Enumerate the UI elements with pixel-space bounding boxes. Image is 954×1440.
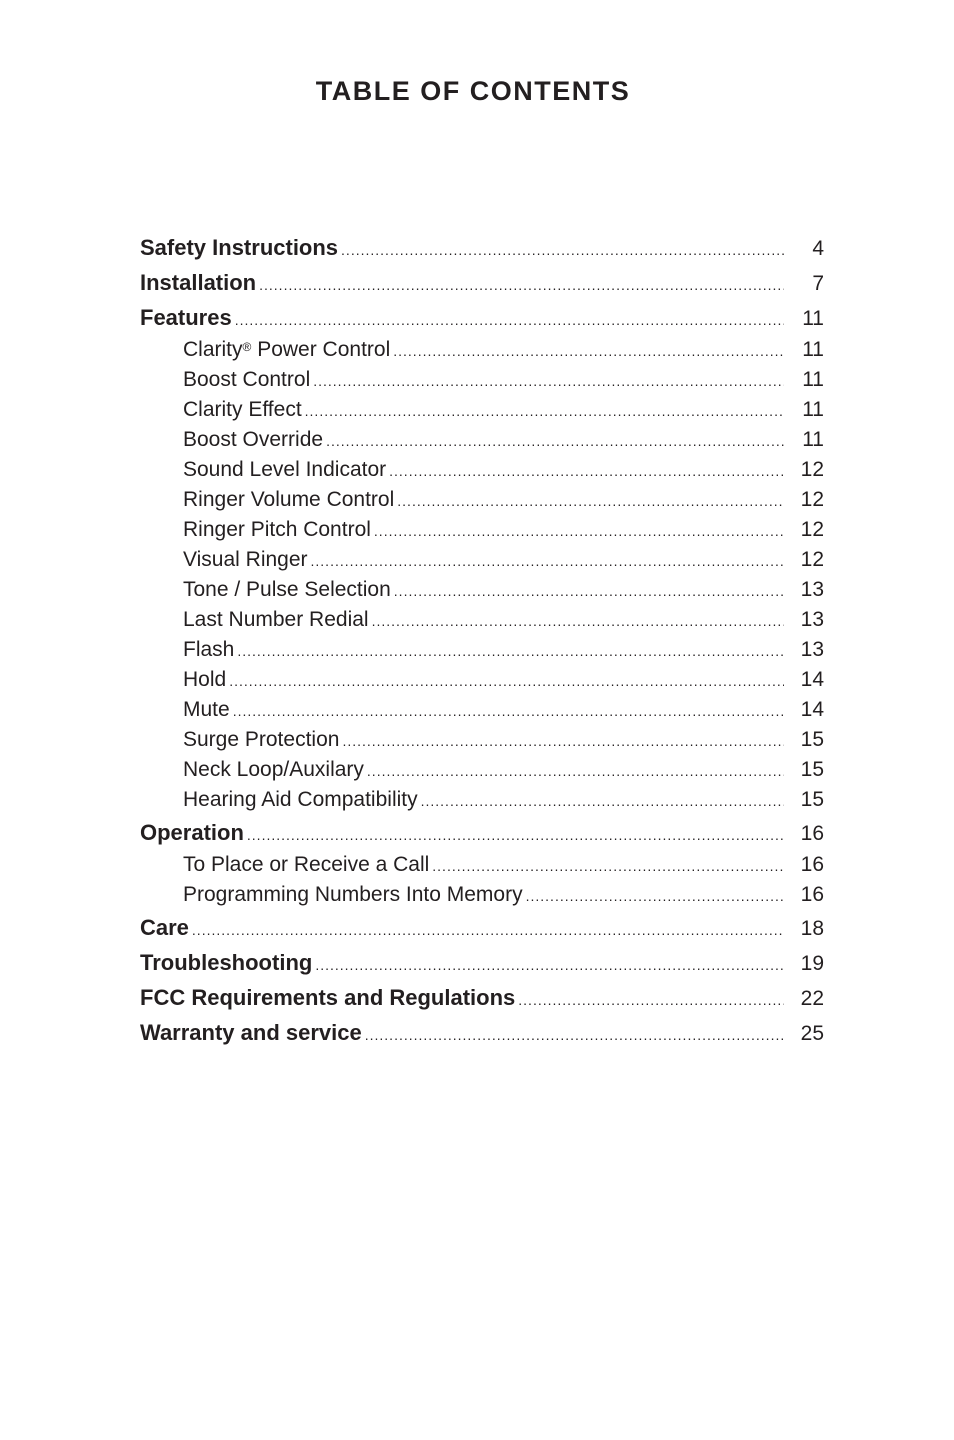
toc-page-number: 12 (800, 488, 824, 511)
toc-entry-title-text: Ringer Pitch Control (183, 518, 371, 541)
toc-entry-title-text: Tone / Pulse Selection (183, 578, 391, 601)
toc-section-entry[interactable] (140, 910, 824, 945)
toc-entry-title-suffix: Power Control (251, 338, 391, 361)
toc-entry-title (140, 980, 515, 1015)
toc-entry-title (183, 725, 339, 755)
toc-section-entry[interactable] (140, 1015, 824, 1050)
dot-leader (518, 983, 784, 1018)
toc-entry-title-text: Installation (140, 270, 257, 295)
toc-entry-title-text: Care (140, 915, 189, 940)
dot-leader (233, 696, 784, 726)
toc-subsection-entry[interactable] (140, 665, 824, 695)
dot-leader (237, 636, 784, 666)
dot-leader (393, 336, 784, 366)
dot-leader (365, 1018, 784, 1053)
toc-entry-title-text: Features (140, 305, 232, 330)
toc-subsection-entry[interactable] (140, 785, 824, 815)
toc-entry-title (183, 665, 226, 695)
toc-page-number: 22 (800, 987, 824, 1010)
dot-leader (315, 948, 784, 983)
toc-entry-title-text: Clarity (183, 338, 243, 361)
toc-entry-title (183, 755, 364, 785)
toc-entry-title (183, 575, 391, 605)
toc-entry-title (140, 815, 244, 850)
dot-leader (432, 851, 784, 881)
toc-section-entry[interactable] (140, 815, 824, 850)
toc-subsection-entry[interactable] (140, 335, 824, 365)
toc-page-number: 15 (800, 788, 824, 811)
toc-page-number: 16 (800, 822, 824, 845)
toc-page-number: 14 (800, 668, 824, 691)
dot-leader (326, 426, 784, 456)
toc-page-number: 4 (812, 237, 824, 260)
dot-leader (367, 756, 784, 786)
toc-entry-title (140, 1015, 362, 1050)
toc-entry-title-text: Flash (183, 638, 235, 661)
dot-leader (526, 881, 784, 911)
toc-entry-title-text: Hearing Aid Compatibility (183, 788, 418, 811)
dot-leader (389, 456, 784, 486)
dot-leader (397, 486, 784, 516)
toc-entry-title (183, 850, 429, 880)
toc-section-entry[interactable] (140, 265, 824, 300)
toc-page-number: 11 (802, 368, 824, 391)
toc-entry-title-text: Last Number Redial (183, 608, 369, 631)
registered-mark: ® (242, 340, 252, 354)
toc-page-number: 13 (800, 608, 824, 631)
toc-entry-title (140, 230, 338, 265)
toc-page-number: 25 (800, 1022, 824, 1045)
toc-section-entry[interactable] (140, 980, 824, 1015)
toc-page-number: 11 (802, 338, 824, 361)
dot-leader (313, 366, 784, 396)
toc-entry-title-text: Hold (183, 668, 227, 691)
toc-entry-title (183, 365, 310, 395)
dot-leader (394, 576, 784, 606)
toc-subsection-entry[interactable] (140, 635, 824, 665)
toc-entry-title (140, 265, 256, 300)
toc-subsection-entry[interactable] (140, 850, 824, 880)
toc-page-number: 13 (800, 578, 824, 601)
toc-subsection-entry[interactable] (140, 485, 824, 515)
toc-entry-title (183, 455, 386, 485)
toc-entry-title (140, 945, 312, 980)
toc-page-number: 15 (800, 758, 824, 781)
toc-page-number: 12 (800, 518, 824, 541)
toc-subsection-entry[interactable] (140, 515, 824, 545)
toc-subsection-entry[interactable] (140, 755, 824, 785)
toc-subsection-entry[interactable] (140, 880, 824, 910)
dot-leader (235, 303, 784, 338)
toc-entry-title-text: Programming Numbers Into Memory (183, 883, 523, 906)
toc-subsection-entry[interactable] (140, 575, 824, 605)
dot-leader (305, 396, 784, 426)
toc-entry-title (183, 785, 418, 815)
toc-subsection-entry[interactable] (140, 725, 824, 755)
toc-page-number: 12 (800, 458, 824, 481)
toc-page-number: 11 (802, 398, 824, 421)
toc-page-number: 11 (802, 307, 824, 330)
table-of-contents (140, 230, 824, 1050)
toc-entry-title-text: Mute (183, 698, 230, 721)
toc-entry-title-text: Boost Control (183, 368, 311, 391)
toc-page-number: 18 (800, 917, 824, 940)
toc-entry-title-text: FCC Requirements and Regulations (140, 985, 516, 1010)
toc-entry-title (183, 635, 234, 665)
dot-leader (341, 233, 784, 268)
toc-page-number: 7 (812, 272, 824, 295)
dot-leader (311, 546, 784, 576)
toc-page-number: 13 (800, 638, 824, 661)
toc-entry-title (183, 605, 369, 635)
toc-entry-title (183, 335, 390, 365)
toc-section-entry[interactable] (140, 300, 824, 335)
toc-entry-title (183, 880, 523, 910)
toc-entry-title-text: Boost Override (183, 428, 324, 451)
toc-entry-title-text: Clarity Effect (183, 398, 302, 421)
dot-leader (192, 913, 784, 948)
toc-entry-title (183, 545, 308, 575)
toc-entry-title-text: Warranty and service (140, 1020, 362, 1045)
toc-entry-title-text: Safety Instructions (140, 235, 339, 260)
toc-entry-title (183, 485, 394, 515)
toc-entry-title-text: Operation (140, 820, 244, 845)
dot-leader (421, 786, 784, 816)
toc-entry-title-text: To Place or Receive a Call (183, 853, 430, 876)
toc-page-number: 11 (802, 428, 824, 451)
toc-entry-title (140, 300, 232, 335)
toc-subsection-entry[interactable] (140, 695, 824, 725)
dot-leader (374, 516, 784, 546)
page-title: TABLE OF CONTENTS (315, 76, 631, 107)
toc-entry-title (183, 425, 323, 455)
toc-section-entry[interactable] (140, 230, 824, 265)
toc-entry-title-text: Neck Loop/Auxilary (183, 758, 364, 781)
toc-page-number: 16 (800, 883, 824, 906)
toc-entry-title-text: Visual Ringer (183, 548, 308, 571)
toc-page-number: 16 (800, 853, 824, 876)
toc-subsection-entry[interactable] (140, 545, 824, 575)
toc-entry-title-text: Sound Level Indicator (183, 458, 387, 481)
toc-entry-title (183, 695, 230, 725)
toc-page-number: 12 (800, 548, 824, 571)
toc-entry-title-text: Ringer Volume Control (183, 488, 395, 511)
toc-entry-title (183, 515, 371, 545)
toc-page-number: 15 (800, 728, 824, 751)
dot-leader (259, 268, 784, 303)
dot-leader (229, 666, 784, 696)
dot-leader (372, 606, 784, 636)
toc-entry-title (140, 910, 189, 945)
toc-section-entry[interactable] (140, 945, 824, 980)
toc-subsection-entry[interactable] (140, 425, 824, 455)
toc-subsection-entry[interactable] (140, 605, 824, 635)
dot-leader (342, 726, 784, 756)
toc-entry-title-text: Surge Protection (183, 728, 340, 751)
toc-entry-title-text: Troubleshooting (140, 950, 313, 975)
toc-subsection-entry[interactable] (140, 395, 824, 425)
toc-subsection-entry[interactable] (140, 365, 824, 395)
dot-leader (247, 818, 784, 853)
toc-subsection-entry[interactable] (140, 455, 824, 485)
toc-page-number: 19 (800, 952, 824, 975)
toc-page-number: 14 (800, 698, 824, 721)
toc-entry-title (183, 395, 302, 425)
